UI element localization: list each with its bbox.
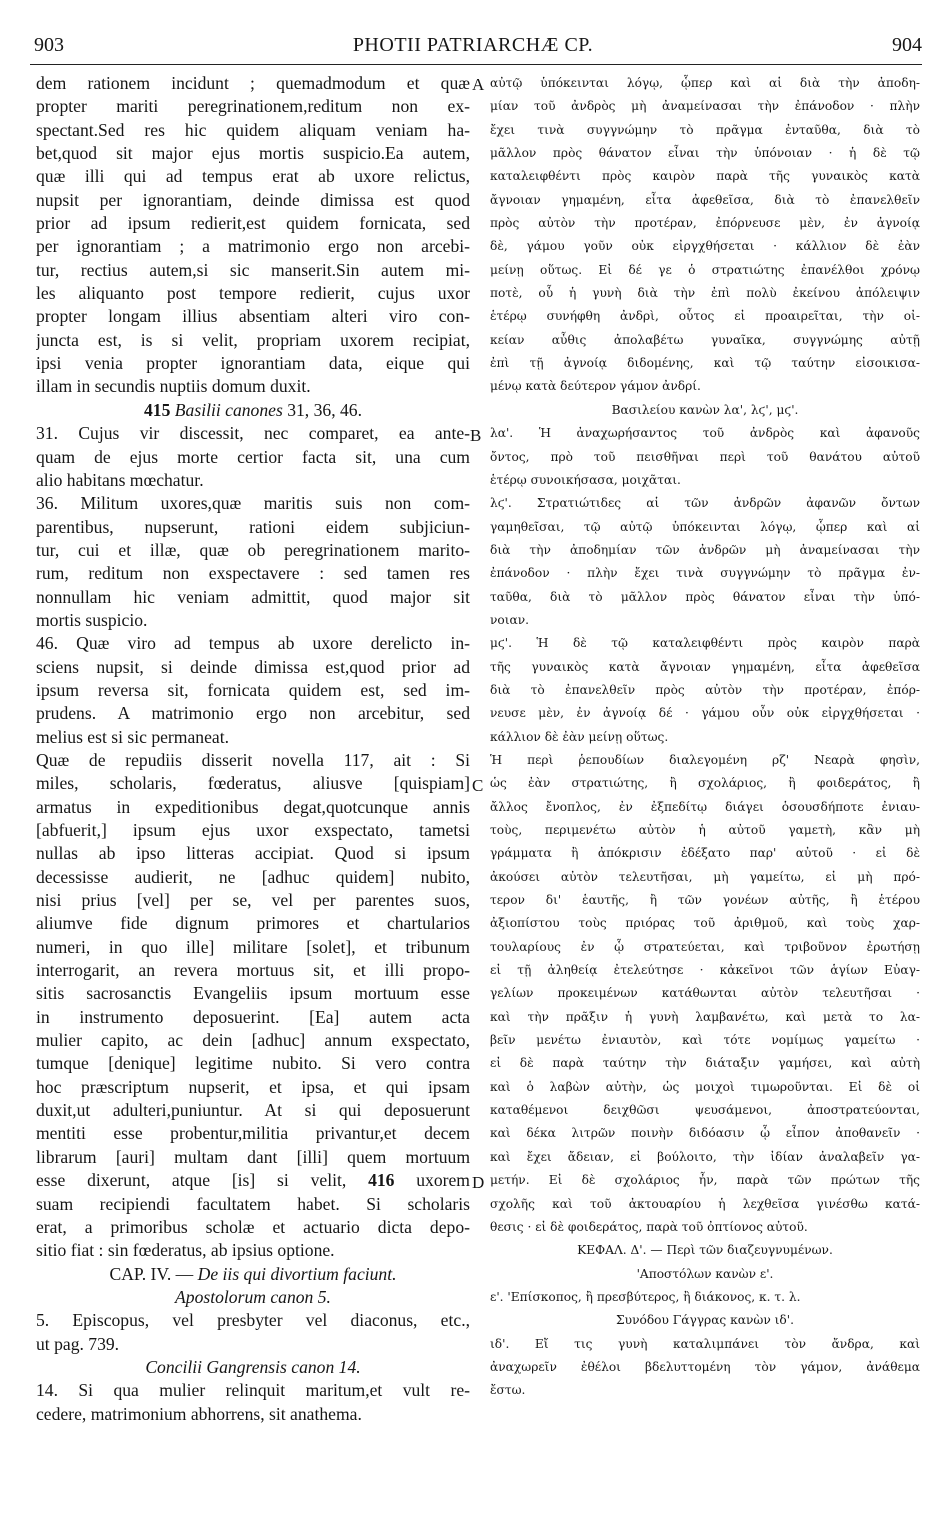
text-line: numeri, in quo ille] militare [solet], et tribunum: [36, 936, 470, 957]
text-line: ἐπάνοδον · πλὴν ἔχει τινὰ συγγνώμην τὸ πρᾶγμα ἐν-: [490, 566, 920, 581]
latin-block-2: [36, 422, 470, 1262]
margin-marker-b: B: [470, 426, 482, 445]
text-line: ἀκούσει αὐτὸν τελευτῆσαι, μὴ γαμείτω, εἰ μὴ πρό-: [490, 869, 920, 884]
text-line: τερον δι' ἑαυτῆς, ἢ τῶν γονέων αὐτῆς, ἢ ἑτέρου: [490, 893, 920, 908]
greek-block-4: [490, 1333, 920, 1403]
text-line: ἔστω.: [490, 1383, 526, 1398]
text-line: juncta est, is si velit, propriam uxorem recipiat,: [36, 329, 470, 350]
margin-marker-d: D: [472, 1173, 485, 1192]
text-line: tumque [denique] legitime nubito. Si vero contra: [36, 1053, 470, 1074]
text-line: νοιαν.: [490, 612, 530, 627]
text-line: ipsum reversa sit, fornicata quidem est, sed im-: [36, 679, 470, 700]
text-line: mulier capito, ac dein [adhuc] annum exspectato,: [36, 1030, 470, 1051]
text-line: sitio fiat : sin fœderatus, ab ipsius optione.: [36, 1240, 335, 1261]
latin-heading-basil-title: Basilii canones: [174, 399, 283, 420]
text-line: alio habitans mœchatur.: [36, 469, 204, 490]
page-number-left: 903: [34, 34, 64, 56]
text-line: 46. Quæ viro ad tempus ab uxore derelicto in-: [36, 633, 470, 654]
text-line: ταῦθα, διὰ τὸ μᾶλλον πρὸς θάνατον εἶναι τὴν ὑπό-: [490, 589, 920, 604]
text-line: γαμηθεῖσαι, τῷ αὐτῷ ὑπόκεινται λόγῳ, ᾧπερ καὶ αἱ: [490, 519, 920, 534]
text-line: καὶ τὴν πρᾶξιν ἡ γυνὴ λαμβανέτω, καὶ μετὰ το λα-: [490, 1009, 920, 1024]
text-line: τοὺς, περιμενέτω αὐτὸν ἡ αὐτοῦ γαμετὴ, κἂν μὴ: [490, 823, 920, 837]
text-line: miles, scholaris, fœderatus, aliusve [quispiam]: [36, 773, 470, 794]
text-line: sciens nupsit, si deinde dimissa est,quod prior ad: [36, 656, 470, 677]
text-line: κάλλιον δὲ ἐὰν μείνῃ οὕτως.: [490, 729, 669, 744]
text-line: γράμματα ἢ ἀπόκρισιν ἐδέξατο παρ' αὐτοῦ · εἰ δὲ: [490, 846, 920, 861]
text-line: 14. Si qua mulier relinquit maritum,et vult re-: [36, 1380, 470, 1401]
text-line: ποτὲ, οὗ ἡ γυνὴ διὰ τὴν ἐπὶ πολὺ ἐκείνου ἀπόλειψιν: [490, 286, 920, 301]
text-line: μᾶλλον πρὸς θάνατον εἶναι τὴν ὑπόνοιαν · ἡ δὲ τῷ: [490, 146, 920, 161]
text-line: ἑτέρῳ συνήφθη ἀνδρὶ, οὗτος εἰ προαιρεῖται, τὴν οἰ-: [490, 309, 920, 324]
text-line: διὰ τὸ ἐπανελθεῖν πρὸς αὐτὸν τὴν προτέραν, ἐπόρ-: [490, 682, 920, 697]
text-line: βεῖν μενέτω ἐνιαυτὸν, καὶ τότε νομίμως γαμείτω ·: [490, 1033, 920, 1048]
margin-marker-c: C: [472, 776, 484, 795]
latin-column: [36, 72, 470, 1426]
text-line-segment: esse dixerunt, atque [is] si velit,: [36, 1170, 347, 1191]
page-number-right: 904: [892, 34, 922, 56]
text-line: ἑτέρῳ συνοικήσασα, μοιχᾶται.: [490, 472, 681, 487]
text-line: prior ad ipsum redierit,est quidem fornicata, sed: [36, 213, 470, 234]
text-line: per ignorantiam ; a matrimonio ergo non arcebi-: [36, 236, 470, 257]
text-line: quam de ejus morte certior facta sit, una cum: [36, 446, 470, 467]
text-line: μείνῃ οὕτως. Εἰ δέ γε ὁ στρατιώτης ἐπανέλθοι χρόνῳ: [490, 262, 920, 277]
text-line: 36. Militum uxores,quæ maritis suis non com-: [36, 493, 470, 514]
text-line: [abfuerit,] ipsum ejus uxor exspectato, tametsi: [36, 820, 470, 840]
text-line: σχολῆς καὶ τοῦ ἀκτουαρίου ἡ λεχθεῖσα γινέσθω κατά-: [490, 1196, 920, 1211]
text-line: μίαν τοῦ ἀνδρὸς μὴ ἀναμείνασαι τὴν ἐπάνοδον · πλὴν: [490, 99, 920, 114]
text-line: ἄγνοιαν γημαμένη, εἶτα ἀφεθεῖσα, διὰ τὸ ἐπανελθεῖν: [490, 192, 920, 207]
text-line: Quæ de repudiis disserit novella 117, ait : Si: [36, 749, 470, 770]
text-line: καταθέμενοι δειχθῶσι ψευσάμενοι, ἀποστρατεύονται,: [490, 1103, 920, 1118]
text-line: ἀξιοπίστου τοὺς πριόρας τοῦ ἀριθμοῦ, καὶ τοὺς χαρ-: [490, 916, 920, 931]
text-line: melius est si sic permaneat.: [36, 726, 229, 747]
text-line: νευσε μὲν, ἐν ἀγνοίᾳ δέ · γάμου οὖν οὐκ εἰργχθήσεται ·: [490, 706, 920, 721]
latin-cap-title: De iis qui divortium faciunt.: [197, 1263, 397, 1284]
greek-gangra-heading: Συνόδου Γάγγρας κανὼν ιδ'.: [616, 1313, 794, 1328]
latin-heading-basil: [36, 399, 470, 422]
text-line: 31. Cujus vir discessit, nec comparet, ea ante-: [36, 423, 470, 444]
text-line: les aliquanto post tempore redierit, cujus uxor: [36, 283, 470, 304]
text-line: ὄντος, πρὸ τοῦ πεισθῆναι περὶ τοῦ θανάτου αὐτοῦ: [490, 449, 920, 464]
text-line: librarum [auri] multam dant [illi] quem mortuum: [36, 1146, 470, 1167]
text-line: καὶ ὁ λαβὼν αὐτὴν, ὡς μοιχοὶ τιμωροῦνται. Εἰ δὲ οἱ: [490, 1079, 920, 1094]
text-line: δὲ, γάμου γοῦν οὐκ εἰργχθήσεται · κάλλιον δὲ ἐὰν: [490, 239, 920, 254]
text-line: διὰ τὴν ἀποδημίαν τῶν ἀνδρῶν μὴ ἀναμείνασαι τὴν: [490, 542, 920, 557]
text-line: ε'. 'Επίσκοπος, ἢ πρεσβύτερος, ἢ διάκονος, κ. τ. λ.: [490, 1289, 801, 1304]
text-line: καὶ ἔχει ἄδειαν, εἰ βούλοιτο, τὴν ἰδίαν ἀναλαβεῖν γα-: [490, 1149, 920, 1164]
text-line: γελίων προκειμένων κατάθωνται αὐτὸν τελευτῆσαι ·: [490, 986, 920, 1001]
greek-heading-basil: Βασιλείου κανὼν λα', λϛ', μϛ'.: [611, 402, 799, 417]
text-line: θεσις · εἰ δὲ φοιδεράτος, παρὰ τοῦ ὀπτίονος αὐτοῦ.: [490, 1219, 808, 1234]
text-line: μετήν. Εἰ δὲ σχολάριος ἦν, παρὰ τῶν πρώτων τῆς: [490, 1173, 920, 1188]
running-title: PHOTII PATRIARCHÆ CP.: [352, 34, 594, 56]
text-line: hoc præscriptum nupserit, et ipsa, et qui ipsam: [36, 1076, 470, 1097]
text-line: nonnullam hic veniam admittit, quod major sit: [36, 586, 470, 607]
latin-cap-heading: [36, 1263, 470, 1286]
text-line: illam in secundis nuptiis domum duxit.: [36, 376, 311, 397]
text-line: aliumve fide dignum primores et chartularios: [36, 913, 470, 934]
text-line: suam recipiendi facultatem habet. Si scholaris: [36, 1193, 470, 1214]
text-line: nisi prius [vel] per se, vel per parentes suos,: [36, 890, 470, 911]
greek-block-1: [490, 72, 920, 399]
text-line: ἀναχωρεῖν ἐθέλοι βδελυττομένη τὸν γάμον, ἀνάθεμα: [490, 1359, 920, 1374]
text-line: spectant.Sed res hic quidem aliquam veniam ha-: [36, 119, 470, 140]
text-line: tur, cui et illæ, quæ ob peregrinationem marito-: [36, 539, 470, 560]
greek-block-2: [490, 422, 920, 1239]
greek-apostolic-canon-heading: 'Αποστόλων κανὼν ε'.: [636, 1266, 774, 1281]
text-line: nullas ab ipso litteras accipiat. Quod si ipsum: [36, 843, 470, 864]
text-line: πρὸς αὐτὸν τὴν προτέραν, ἐπόρνευσε μὲν, ἐν ἀγνοίᾳ: [490, 216, 920, 231]
header-rule: [30, 64, 922, 65]
text-line: cedere, matrimonium abhorrens, sit anathema.: [36, 1403, 362, 1424]
text-line: tur, rectius autem,si sic manserit.Sin autem mi-: [36, 259, 470, 280]
text-line: λα'. Ἡ ἀναχωρήσαντος τοῦ ἀνδρὸς καὶ ἀφανοῦς: [490, 426, 920, 441]
text-line: bet,quod sit major ejus mortis suspicio.Ea autem,: [36, 143, 470, 164]
text-line: ἄλλος ἔνοπλος, ἐν ἐξπεδίτῳ διάγει ὁσουσδήποτε ἐνιαυ-: [490, 799, 920, 814]
text-line: Ἡ περὶ ῥεπουδίων διαλεγομένη ρζ' Νεαρὰ φησὶν,: [490, 752, 920, 767]
latin-heading-basil-canons: 31, 36, 46.: [287, 399, 362, 420]
latin-cap-label: CAP. IV. —: [109, 1263, 194, 1284]
text-line: parentibus, nupserunt, rationi eidem subjiciun-: [36, 516, 470, 537]
page-header: [0, 28, 946, 62]
text-line: propter mariti peregrinationem,reditum non ex-: [36, 96, 470, 117]
text-line: καταλειφθέντι πρὸς καιρὸν παρὰ τῆς γυναικὸς κατὰ: [490, 169, 920, 184]
text-line: εἰ δὲ παρὰ ταύτην τὴν διάταξιν γαμήσει, καὶ αὐτὴ: [490, 1056, 920, 1071]
text-line: prudens. A matrimonio ergo non arcebitur, sed: [36, 703, 470, 724]
latin-gangra-heading: Concilii Gangrensis canon 14.: [145, 1356, 361, 1377]
text-line: erat, a primoribus scholæ et actuario dicta depo-: [36, 1216, 470, 1237]
text-line: εἰ τῇ ἀληθείᾳ ἐτελεύτησε · κἀκεῖνοι τῶν ἁγίων Εὐαγ-: [490, 963, 920, 978]
text-line: duxit,ut adulteri,puniuntur. At si qui deposuerunt: [36, 1100, 470, 1121]
text-line: καὶ δέκα λιτρῶν ποινὴν διδόασιν ᾧ εἶπον ἀποθανεῖν ·: [490, 1126, 920, 1141]
text-line-segment: uxorem: [416, 1170, 470, 1191]
latin-block-1: [36, 72, 470, 399]
greek-cap-heading: ΚΕΦΑΛ. Δ'. — Περὶ τῶν διαζευγνυμένων.: [577, 1243, 833, 1258]
margin-marker-a: A: [472, 75, 485, 94]
text-line: 5. Episcopus, vel presbyter vel diaconus, etc.,: [36, 1310, 470, 1331]
latin-column-number-415: 415: [144, 399, 171, 420]
text-line: mentiti esse probentur,militia privantur,et decem: [36, 1123, 470, 1144]
text-line: [36, 1169, 470, 1192]
text-line: in instrumento deposuerint. [Ea] autem acta: [36, 1006, 470, 1027]
text-line: λϛ'. Στρατιώτιδες αἱ τῶν ἀνδρῶν ἀφανῶν ὄντων: [490, 496, 920, 511]
text-line: ut pag. 739.: [36, 1333, 120, 1354]
text-line: dem rationem incidunt ; quemadmodum et quæ: [36, 73, 470, 93]
text-line: κείαν αὖθις ἀπολαβέτω γυναῖκα, συγγνώμης αὐτῇ: [490, 332, 920, 347]
latin-column-number-416: 416: [368, 1170, 395, 1191]
text-line: interrogarit, an revera mortuus sit, et illi propo-: [36, 960, 470, 981]
text-line: armatus in expeditionibus degat,quotcunque annis: [36, 796, 470, 817]
text-line: μϛ'. Ἡ δὲ τῷ καταλειφθέντι πρὸς καιρὸν παρὰ: [490, 636, 920, 651]
text-line: ἐπὶ τῇ ἀγνοίᾳ διδομένης, καὶ τῷ ταύτην εἰσοικισα-: [490, 356, 920, 371]
text-line: quæ illi qui ad tempus erat ab uxore relictus,: [36, 166, 470, 187]
text-line: ipsi venia propter ignorantiam data, eique qui: [36, 353, 470, 374]
greek-block-3: [490, 1286, 920, 1309]
text-line: mortis suspicio.: [36, 609, 148, 630]
text-line: μένῳ κατὰ δεύτερον γάμον ἀνδρί.: [490, 379, 701, 394]
text-line: sitis sacrosanctis Evangeliis ipsum mortuum esse: [36, 983, 470, 1004]
latin-block-3: [36, 1309, 470, 1356]
text-line: rum, reditum non exspectavere : sed tamen res: [36, 563, 470, 584]
text-line: ιδ'. Εἴ τις γυνὴ καταλιμπάνει τὸν ἄνδρα, καὶ: [490, 1336, 920, 1351]
text-line: τουλαρίους ἐν ᾧ στρατεύεται, καὶ τριβοῦνον ἐρωτήσῃ: [490, 939, 920, 954]
greek-column: [490, 72, 920, 1403]
text-line: nupsit per ignorantiam, deinde dimissa est quod: [36, 189, 470, 210]
latin-block-4: [36, 1379, 470, 1426]
text-line: ἔχει τινὰ συγγνώμην τὸ πρᾶγμα ἐνταῦθα, διὰ τὸ: [490, 122, 920, 137]
latin-apostolic-canon-heading: Apostolorum canon 5.: [175, 1286, 331, 1307]
text-line: decessisse audierit, ne [adhuc quidem] nubito,: [36, 866, 470, 887]
text-line: ὡς ἐὰν στρατιώτης, ἢ σχολάριος, ἢ φοιδεράτος, ἢ: [490, 776, 920, 791]
text-line: τῆς γυναικὸς κατὰ ἄγνοιαν γημαμένη, εἶτα ἀφεθεῖσα: [490, 659, 920, 674]
text-line: propter longam illius absentiam alteri viro con-: [36, 306, 470, 327]
text-line: αὐτῷ ὑπόκεινται λόγῳ, ᾧπερ καὶ αἱ διὰ τὴν ἀποδη-: [490, 76, 920, 90]
